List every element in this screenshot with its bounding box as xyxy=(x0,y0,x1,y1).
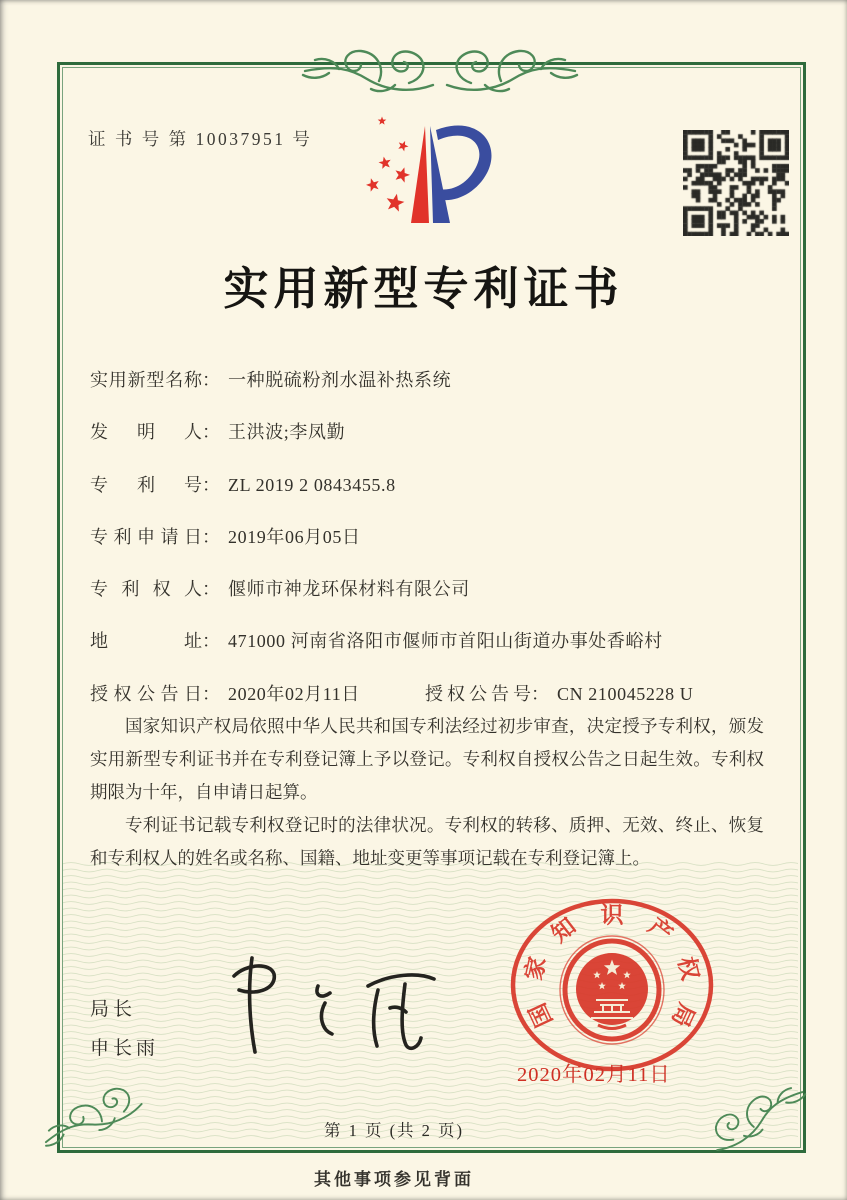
top-left-flourish-icon xyxy=(298,33,440,103)
svg-text:识: 识 xyxy=(600,902,624,928)
official-seal-icon xyxy=(506,895,718,1075)
field-value: CN 210045228 U xyxy=(557,683,694,704)
svg-text:国: 国 xyxy=(524,999,558,1031)
field-value: 一种脱硫粉剂水温补热系统 xyxy=(228,370,452,390)
certificate-title: 实用新型专利证书 xyxy=(223,264,624,314)
svg-text:局: 局 xyxy=(666,999,700,1031)
back-note: 其他事项参见背面 xyxy=(314,1170,474,1189)
svg-text:权: 权 xyxy=(673,954,703,983)
field-label: 实用新型名称 xyxy=(90,370,202,390)
field-value: ZL 2019 2 0843455.8 xyxy=(228,474,396,495)
legal-paragraph-1: 国家知识产权局依照中华人民共和国专利法经过初步审查，决定授予专利权，颁发实用新型专利证书并在专利登记簿上予以登记。专利权自授权公告之日起生效。专利权期限为十年，自申请日起算。 xyxy=(90,716,764,802)
field-label: 授权公告号 xyxy=(425,683,531,704)
field-row-patent-no: 专利号： ZL 2019 2 0843455.8 xyxy=(90,471,766,523)
certificate-fields xyxy=(90,366,766,732)
field-row-grant-date: 授权公告日： 2020年02月11日 授权公告号： CN 210045228 U xyxy=(90,680,766,732)
national-emblem-icon xyxy=(560,936,664,1044)
field-label: 发明人 xyxy=(90,422,202,443)
qr-code xyxy=(683,130,789,236)
certificate-number: 证 书 号 第 10037951 号 xyxy=(88,129,313,149)
field-label: 地址 xyxy=(90,631,202,652)
field-label: 专利权人 xyxy=(90,579,202,600)
legal-text xyxy=(90,710,764,875)
field-value: 471000 河南省洛阳市偃师市首阳山街道办事处香峪村 xyxy=(228,631,663,652)
field-row-patentee: 专利权人： 偃师市神龙环保材料有限公司 xyxy=(90,575,766,627)
field-value: 王洪波;李凤勤 xyxy=(228,422,346,443)
seal-date: 2020年02月11日 xyxy=(517,1064,671,1086)
field-value: 2019年06月05日 xyxy=(228,526,361,547)
field-label: 专利号 xyxy=(90,474,202,495)
svg-text:家: 家 xyxy=(521,954,551,983)
field-value: 2020年02月11日 xyxy=(228,683,360,704)
field-row-filing-date: 专利申请日： 2019年06月05日 xyxy=(90,523,766,575)
field-value: 偃师市神龙环保材料有限公司 xyxy=(228,579,470,600)
signer-title: 局长 xyxy=(90,999,137,1020)
svg-text:知: 知 xyxy=(546,913,581,948)
field-label: 授权公告日 xyxy=(90,683,202,704)
page-indicator: 第 1 页 (共 2 页) xyxy=(323,1121,465,1140)
legal-paragraph-2: 专利证书记载专利权登记时的法律状况。专利权的转移、质押、无效、终止、恢复和专利权人的姓名或名称、国籍、地址变更等事项记载在专利登记簿上。 xyxy=(90,815,764,868)
field-row-address: 地址： 471000 河南省洛阳市偃师市首阳山街道办事处香峪村 xyxy=(90,627,766,679)
cnipa-logo-icon xyxy=(336,110,526,248)
field-row-name: 实用新型名称： 一种脱硫粉剂水温补热系统 xyxy=(90,366,766,418)
field-row-inventor: 发明人： 王洪波;李凤勤 xyxy=(90,418,766,470)
field-grant-number: 授权公告号： CN 210045228 U xyxy=(425,680,693,706)
field-label: 专利申请日 xyxy=(90,526,202,547)
signer-name: 申长雨 xyxy=(90,1038,160,1059)
top-right-flourish-icon xyxy=(440,33,582,103)
signature-icon xyxy=(222,946,437,1061)
svg-text:产: 产 xyxy=(643,913,678,948)
